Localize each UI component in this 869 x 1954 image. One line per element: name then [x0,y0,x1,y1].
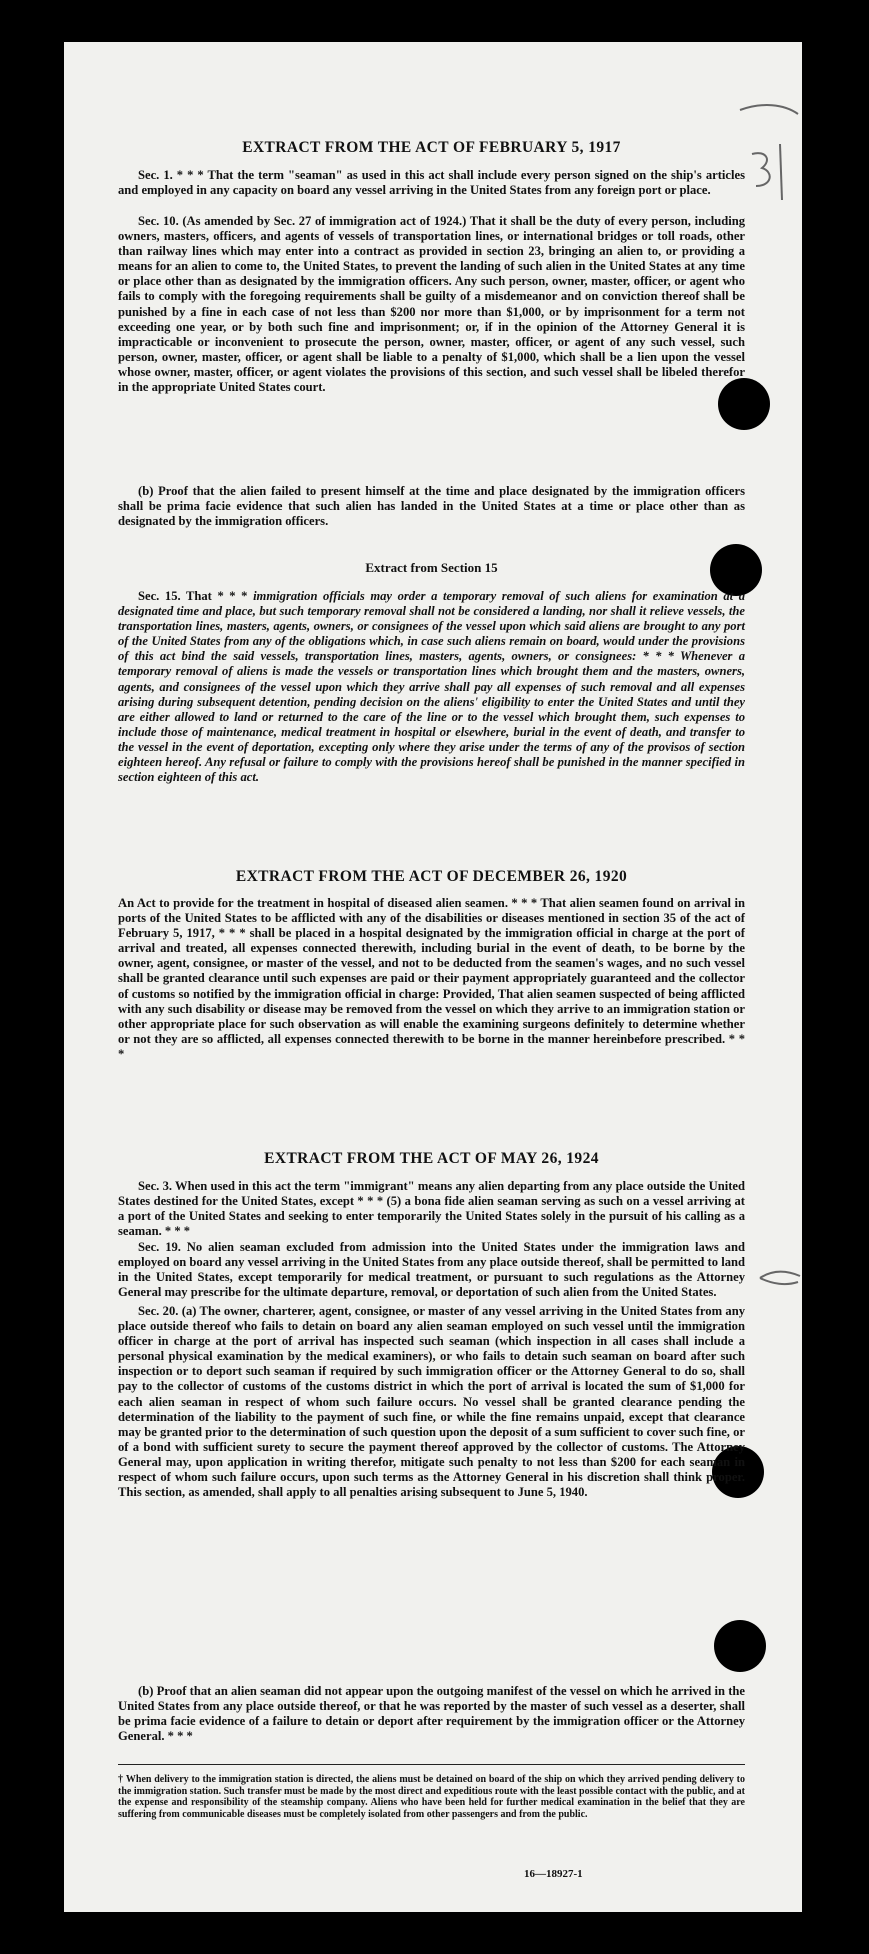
sec10b-paragraph: (b) Proof that the alien failed to present himself at the time and place designated by the immigration officers shall be prima facie evidence that such alien has landed in the United States at a time or place other than as designated by the immigration officers. [118,484,745,529]
handwritten-arrow-mark [758,1264,802,1292]
footnote-divider [118,1764,745,1765]
form-code: 16—18927-1 [524,1868,583,1880]
sec15-lead: Sec. 15. That * * * [138,589,248,603]
act-1920-paragraph: An Act to provide for the treatment in hospital of diseased alien seamen. * * * That alien seamen found on arrival in ports of the United States to be afflicted with any of the disabilities or diseases mentioned in section 35 of the act of February 5, 1917, * * * shall be placed in a hospital designated by the immigration official in charge at the port of arrival and treated, all expenses connected therewith, including burial in the event of death, to be borne by the owner, agent, consignee, or master of the vessel, and not to be deducted from the seamen's wages, and no such vessel shall be granted clearance until such expenses are paid or their payment appropriately guaranteed and the collector of customs so notified by the immigration official in charge: Provided, That alien seamen suspected of being afflicted with any such disability or disease may be removed from the vessel on which they arrive to an immigration station or other appropriate place for such observation as will enable the examining surgeons definitely to determine whether or not they are so afflicted, all expenses connected therewith to be borne in the manner hereinbefore prescribed. * * * [118,896,745,1061]
handwritten-bracket-mark [732,82,802,232]
heading-act-1924: EXTRACT FROM THE ACT OF MAY 26, 1924 [264,1150,599,1167]
document-page [64,42,802,1912]
sec20b-paragraph: (b) Proof that an alien seaman did not appear upon the outgoing manifest of the vessel on which he arrived in the United States from any place outside thereof, or that he was reported by the master of such vessel as a deserter, shall be prima facie evidence of a failure to detain or deport after requirement by the immigration officer or the Attorney General. * * * [118,1684,745,1744]
heading-section-15: Extract from Section 15 [365,560,498,575]
punch-hole [714,1620,766,1672]
sec19-paragraph: Sec. 19. No alien seaman excluded from admission into the United States under the immigration laws and employed on board any vessel arriving in the United States from any place outside thereof, shall be permitted to land in the United States, except temporarily for medical treatment, or pursuant to such regulations as the Attorney General may prescribe for the ultimate departure, removal, or deportation of such alien from the United States. [118,1240,745,1300]
sec20-paragraph: Sec. 20. (a) The owner, charterer, agent, consignee, or master of any vessel arriving in the United States from any place outside thereof who fails to detain on board any alien seaman employed on such vessel until the immigration officer in charge at the port of arrival has inspected such seaman (which inspection in all cases shall include a personal physical examination by the medical examiners), or who fails to detain such seaman on board after such inspection or to deport such seaman if required by such immigration officer or the Attorney General to do so, shall pay to the collector of customs of the customs district in which the port of arrival is located the sum of $1,000 for each alien seaman in respect of whom such failure occurs. No vessel shall be granted clearance pending the determination of the liability to the payment of such fine, or while the fine remains unpaid, except that clearance may be granted prior to the determination of such question upon the deposit of a sum sufficient to cover such fine, or of a bond with sufficient surety to secure the payment thereof approved by the collector of customs. The Attorney General may, upon application in writing therefor, mitigate such penalty to not less than $200 for each seaman in respect of whom such failure occurs, upon such terms as the Attorney General in his discretion shall think proper. This section, as amended, shall apply to all penalties arising subsequent to June 5, 1940. [118,1304,745,1500]
heading-act-1917: EXTRACT FROM THE ACT OF FEBRUARY 5, 1917 [242,139,621,156]
sec3-paragraph: Sec. 3. When used in this act the term "immigrant" means any alien departing from any place outside the United States destined for the United States, except * * * (5) a bona fide alien seaman serving as such on a vessel arriving at a port of the United States and seeking to enter temporarily the United States solely in the pursuit of his calling as a seaman. * * * [118,1179,745,1239]
footnote: † When delivery to the immigration station is directed, the aliens must be detained on board of the ship on which they arrived pending delivery to the immigration station. Such transfer must be made by the most direct and expeditious route with the least possible contact with the public, and at the expense and responsibility of the steamship company. Aliens who have been held for further medical examination in the belief that they are suffering from communicable diseases must be completely isolated from other passengers and from the public. [118,1774,745,1820]
sec15-body: immigration officials may order a temporary removal of such aliens for examination at a designated time and place, but such temporary removal shall not be considered a landing, nor shall it relieve vessels, the transportation lines, masters, agents, owners, or consignees of the vessel upon which said aliens are brought to any port of the United States from any of the obligations which, in case such aliens remain on board, would under the provisions of this act bind the said vessels, transportation lines, masters, agents, owners, or consignees: * * * Whenever a temporary removal of aliens is made the vessels or transportation lines which brought them and the masters, owners, agents, and consignees of the vessel upon which they arrive shall pay all expenses of such removal and all expenses arising during subsequent detention, pending decision on the aliens' eligibility to enter the United States and until they are either allowed to land or returned to the care of the line or to the vessel which brought them, such expenses to include those of maintenance, medical treatment in hospital or elsewhere, burial in the event of death, and transfer to the vessel in the event of deportation, excepting only where they arise under the terms of any of the provisos of section eighteen hereof. Any refusal or failure to comply with the provisions hereof shall be punished in the manner specified in section eighteen of this act. [118,589,746,785]
sec1-paragraph: Sec. 1. * * * That the term "seaman" as used in this act shall include every person signed on the ship's articles and employed in any capacity on board any vessel arriving in the United States from any foreign port or place. [118,168,745,198]
sec10-paragraph: Sec. 10. (As amended by Sec. 27 of immigration act of 1924.) That it shall be the duty of every person, including owners, masters, officers, and agents of vessels of transportation lines, or international bridges or toll roads, other than railway lines which may enter into a contract as provided in section 23, bringing an alien to, or providing a means for an alien to come to, the United States, to prevent the landing of such alien in the United States at any time or place other than as designated by the immigration officers. Any such person, owner, master, officer, or agent who fails to comply with the foregoing requirements shall be guilty of a misdemeanor and on conviction thereof shall be punished by a fine in each case of not less than $200 nor more than $1,000, or by imprisonment for a term not exceeding one year, or by both such fine and imprisonment; or, if in the opinion of the Attorney General it is impracticable or inconvenient to prosecute the person, owner, master, officer, or agent of any such vessel, such person, owner, master, officer, or agent shall be liable to a penalty of $1,000, which shall be a lien upon the vessel whose owner, master, officer, or agent violates the provisions of this section, and such vessel shall be libeled therefor in the appropriate United States court. [118,214,745,395]
sec15-paragraph [118,589,745,785]
heading-act-1920: EXTRACT FROM THE ACT OF DECEMBER 26, 1920 [235,868,628,885]
